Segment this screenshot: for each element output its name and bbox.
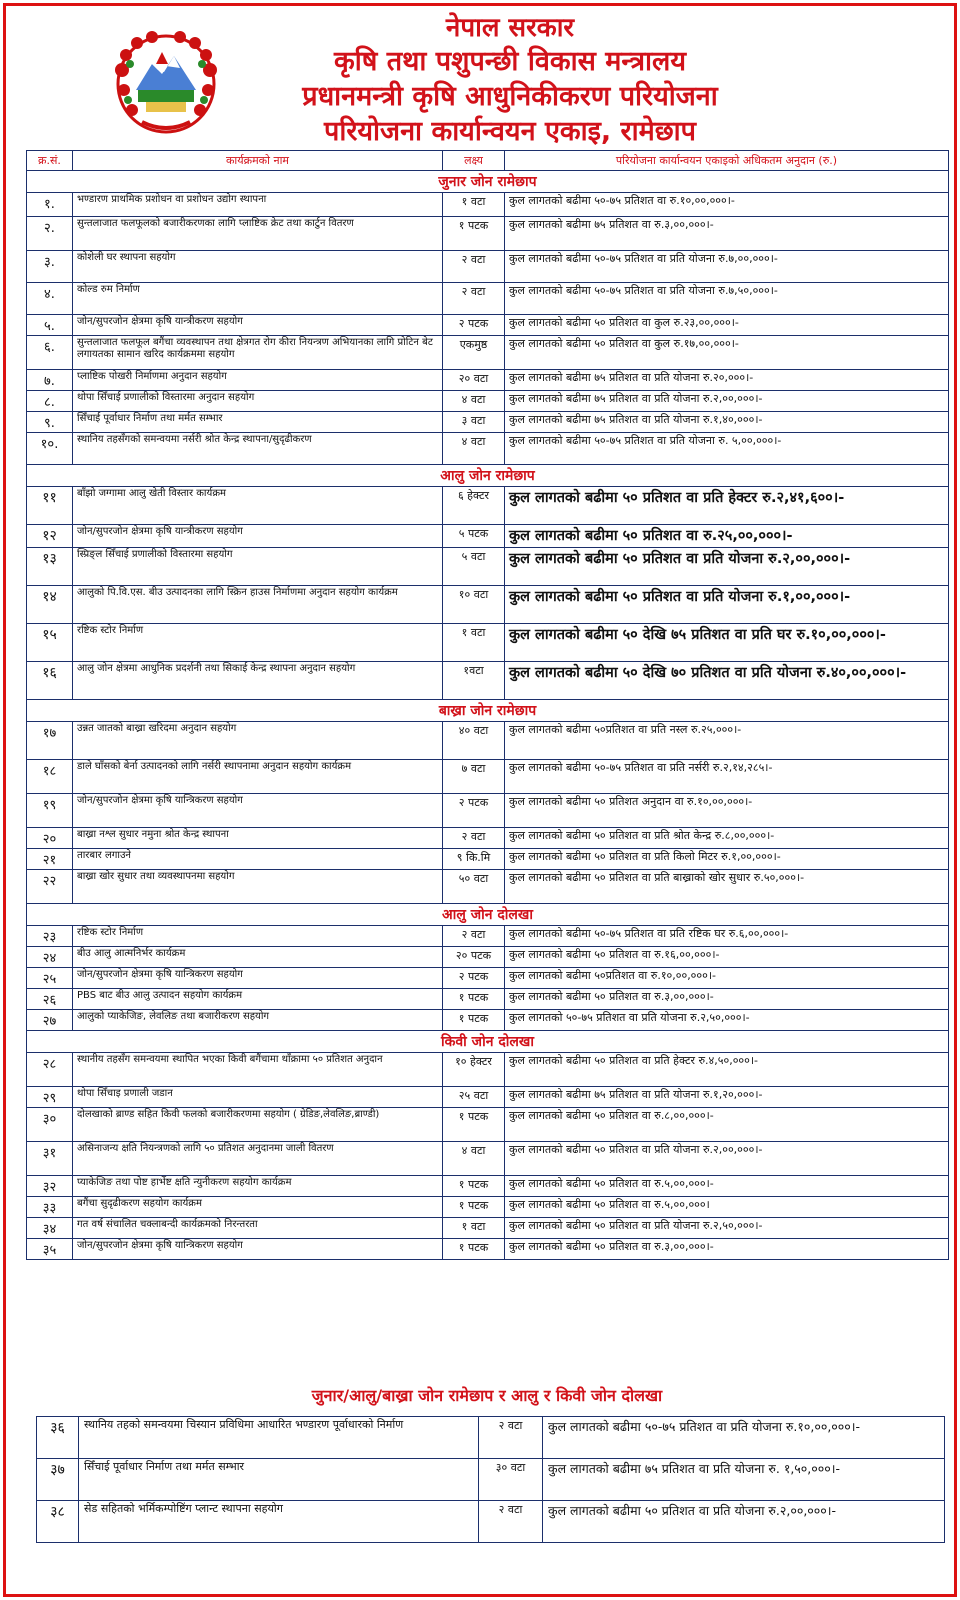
max-grant: कुल लागतको बढीमा ५० प्रतिशत वा प्रति योजना रु.२,००,०००।- xyxy=(543,1501,945,1543)
table-row xyxy=(27,586,949,624)
max-grant: कुल लागतको बढीमा ५०-७५ प्रतिशत वा प्रति रष्टिक घर रु.६,००,०००।- xyxy=(505,926,949,947)
max-grant: कुल लागतको बढीमा ५०प्रतिशत वा प्रति नस्ल रु.२५,०००।- xyxy=(505,722,949,760)
header-line-2: कृषि तथा पशुपन्छी विकास मन्त्रालय xyxy=(333,46,686,77)
program-target: ४० वटा xyxy=(443,722,505,760)
row-serial-number: १४ xyxy=(27,586,73,624)
row-serial-number: २६ xyxy=(27,989,73,1010)
column-header-grant: परियोजना कार्यान्वयन एकाइको अधिकतम अनुदान (रु.) xyxy=(505,151,949,171)
program-target: ३० वटा xyxy=(479,1459,543,1501)
row-serial-number: ३६ xyxy=(37,1417,79,1459)
program-name: बाँझो जग्गामा आलु खेती विस्तार कार्यक्रम xyxy=(73,487,443,525)
table-row xyxy=(27,283,949,315)
program-target: १वटा xyxy=(443,662,505,700)
table-row xyxy=(27,1218,949,1239)
row-serial-number: ५. xyxy=(27,315,73,336)
max-grant: कुल लागतको बढीमा ५०-७५ प्रतिशत वा प्रति योजना रु.१०,००,०००।- xyxy=(543,1417,945,1459)
zone-header-row xyxy=(27,465,949,487)
max-grant: कुल लागतको बढीमा ५० प्रतिशत वा प्रति किलो मिटर रु.१,००,०००।- xyxy=(505,849,949,870)
program-name: भण्डारण प्राथमिक प्रशोधन वा प्रशोधन उद्योग स्थापना xyxy=(73,193,443,217)
program-name: सिँचाई पूर्वाधार निर्माण तथा मर्मत सम्भार xyxy=(79,1459,479,1501)
max-grant: कुल लागतको बढीमा ५० प्रतिशत वा रु.८,००,०००।- xyxy=(505,1108,949,1142)
program-name: जोन/सुपरजोन क्षेत्रमा कृषि यान्त्रीकरण सहयोग xyxy=(73,525,443,548)
row-serial-number: २१ xyxy=(27,849,73,870)
max-grant: कुल लागतको बढीमा ५० प्रतिशत वा रु.२५,००,०००।- xyxy=(505,525,949,548)
program-name: बाख्रा खोर सुधार तथा व्यवस्थापनमा सहयोग xyxy=(73,870,443,904)
max-grant: कुल लागतको बढीमा ५० प्रतिशत वा कुल रु.२३,००,०००।- xyxy=(505,315,949,336)
max-grant: कुल लागतको बढीमा ५०-७५ प्रतिशत वा प्रति नर्सरी रु.२,१४,२८५।- xyxy=(505,760,949,794)
program-name: सिँचाई पूर्वाधार निर्माण तथा मर्मत सम्भार xyxy=(73,412,443,433)
program-name: सुन्तलाजात फलफूल बगैंचा व्यवस्थापन तथा क्षेत्रगत रोग कीरा नियन्त्रण अभियानका लागि प्रोटिन बेट लगायतका सामान खरिद कार्यक्रममा सहयोग xyxy=(73,336,443,370)
row-serial-number: १८ xyxy=(27,760,73,794)
row-serial-number: २० xyxy=(27,828,73,849)
max-grant: कुल लागतको बढीमा ५० प्रतिशत वा प्रति योजना रु.२,५०,०००।- xyxy=(505,1218,949,1239)
program-target: ४ वटा xyxy=(443,433,505,465)
program-name: स्थानीय तहसँग समन्वयमा स्थापित भएका किवी बगैंचामा थाँक्रामा ५० प्रतिशत अनुदान xyxy=(73,1053,443,1087)
program-target: २५ वटा xyxy=(443,1087,505,1108)
row-serial-number: १२ xyxy=(27,525,73,548)
table-row xyxy=(27,1142,949,1176)
column-header-row xyxy=(27,151,949,171)
program-target: ५ वटा xyxy=(443,548,505,586)
program-target: १ पटक xyxy=(443,1197,505,1218)
column-header-name: कार्यक्रमको नाम xyxy=(73,151,443,171)
max-grant: कुल लागतको बढीमा ५० प्रतिशत अनुदान वा रु.१०,००,०००।- xyxy=(505,794,949,828)
program-target: १ पटक xyxy=(443,1108,505,1142)
table-row xyxy=(27,1197,949,1218)
program-target: ९ कि.मि xyxy=(443,849,505,870)
program-target: २ पटक xyxy=(443,315,505,336)
table-row xyxy=(37,1417,945,1459)
header-line-1: नेपाल सरकार xyxy=(445,13,575,43)
zone-title: किवी जोन दोलखा xyxy=(27,1031,949,1053)
max-grant: कुल लागतको बढीमा ५० प्रतिशत वा प्रति योजना रु.२,००,०००।- xyxy=(505,548,949,586)
zone-header-row xyxy=(27,904,949,926)
max-grant: कुल लागतको बढीमा ५० प्रतिशत वा रु.३,००,०००।- xyxy=(505,1239,949,1260)
max-grant: कुल लागतको बढीमा ५० प्रतिशत वा प्रति हेक्टर रु.४,५०,०००।- xyxy=(505,1053,949,1087)
header-line-4: परियोजना कार्यान्वयन एकाइ, रामेछाप xyxy=(324,116,696,147)
max-grant: कुल लागतको बढीमा ५०-७५ प्रतिशत वा प्रति योजना रु. ५,००,०००।- xyxy=(505,433,949,465)
program-table xyxy=(26,150,949,1260)
row-serial-number: ३३ xyxy=(27,1197,73,1218)
program-name: जोन/सुपरजोन क्षेत्रमा कृषि यान्त्रीकरण सहयोग xyxy=(73,315,443,336)
max-grant: कुल लागतको बढीमा ७५ प्रतिशत वा प्रति योजना रु.२,००,०००।- xyxy=(505,391,949,412)
program-name: आलुको पि.वि.एस. बीउ उत्पादनका लागि स्क्रिन हाउस निर्माणमा अनुदान सहयोग कार्यक्रम xyxy=(73,586,443,624)
program-name: थोपा सिँचाई प्रणालीको विस्तारमा अनुदान सहयोग xyxy=(73,391,443,412)
row-serial-number: ७. xyxy=(27,370,73,391)
row-serial-number: ३७ xyxy=(37,1459,79,1501)
program-name: बाख्रा नश्ल सुधार नमुना श्रोत केन्द्र स्थापना xyxy=(73,828,443,849)
row-serial-number: ६. xyxy=(27,336,73,370)
row-serial-number: ४. xyxy=(27,283,73,315)
zone-header-row xyxy=(27,700,949,722)
program-target: ३ वटा xyxy=(443,412,505,433)
program-name: सेड सहितको भर्मिकम्पोष्टिंग प्लान्ट स्थापना सहयोग xyxy=(79,1501,479,1543)
table-row xyxy=(27,1176,949,1197)
table-row xyxy=(27,722,949,760)
program-name: स्थानिय तहको समन्वयमा चिस्यान प्रविधिमा आधारित भण्डारण पूर्वाधारको निर्माण xyxy=(79,1417,479,1459)
program-name: PBS बाट बीउ आलु उत्पादन सहयोग कार्यक्रम xyxy=(73,989,443,1010)
row-serial-number: २२ xyxy=(27,870,73,904)
table-row xyxy=(27,487,949,525)
max-grant: कुल लागतको बढीमा ५० प्रतिशत वा प्रति हेक्टर रु.२,४१,६००।- xyxy=(505,487,949,525)
row-serial-number: २४ xyxy=(27,947,73,968)
program-name: सुन्तलाजात फलफूलको बजारीकरणका लागि प्लाष्टिक क्रेट तथा कार्टुन वितरण xyxy=(73,217,443,251)
zone-title: बाख्रा जोन रामेछाप xyxy=(27,700,949,722)
table-row xyxy=(27,1239,949,1260)
zone-title: आलु जोन दोलखा xyxy=(27,904,949,926)
max-grant: कुल लागतको बढीमा ७५ प्रतिशत वा प्रति योजना रु. १,५०,०००।- xyxy=(543,1459,945,1501)
program-target: १ पटक xyxy=(443,1010,505,1031)
program-target: १ वटा xyxy=(443,1218,505,1239)
row-serial-number: २७ xyxy=(27,1010,73,1031)
program-target: ५ पटक xyxy=(443,525,505,548)
row-serial-number: ९. xyxy=(27,412,73,433)
table-row xyxy=(27,1010,949,1031)
program-target: १ पटक xyxy=(443,989,505,1010)
table-row xyxy=(27,794,949,828)
row-serial-number: ३८ xyxy=(37,1501,79,1543)
max-grant: कुल लागतको बढीमा ५० प्रतिशत वा प्रति योजना रु.१,००,०००।- xyxy=(505,586,949,624)
program-target: ४ वटा xyxy=(443,391,505,412)
zone-title: जुनार जोन रामेछाप xyxy=(27,171,949,193)
max-grant: कुल लागतको बढीमा ५० प्रतिशत वा प्रति श्रोत केन्द्र रु.८,००,०००।- xyxy=(505,828,949,849)
table-row xyxy=(27,412,949,433)
program-target: ५० वटा xyxy=(443,870,505,904)
table-row xyxy=(27,525,949,548)
program-name: आलु जोन क्षेत्रमा आधुनिक प्रदर्शनी तथा सिकाई केन्द्र स्थापना अनुदान सहयोग xyxy=(73,662,443,700)
table-row xyxy=(27,370,949,391)
row-serial-number: ८. xyxy=(27,391,73,412)
program-target: २ वटा xyxy=(443,828,505,849)
program-name: कोल्ड रुम निर्माण xyxy=(73,283,443,315)
max-grant: कुल लागतको बढीमा ५० प्रतिशत वा रु.१६,००,०००।- xyxy=(505,947,949,968)
program-name: जोन/सुपरजोन क्षेत्रमा कृषि यान्त्रिकरण सहयोग xyxy=(73,968,443,989)
max-grant: कुल लागतको बढीमा ७५ प्रतिशत वा प्रति योजना रु.२०,०००।- xyxy=(505,370,949,391)
row-serial-number: २५ xyxy=(27,968,73,989)
row-serial-number: ३५ xyxy=(27,1239,73,1260)
program-name: आलुको प्याकेजिङ, लेवलिङ तथा बजारीकरण सहयोग xyxy=(73,1010,443,1031)
table-row xyxy=(27,391,949,412)
program-name: तारबार लगाउने xyxy=(73,849,443,870)
table-row xyxy=(27,251,949,283)
program-name: जोन/सुपरजोन क्षेत्रमा कृषि यान्त्रिकरण सहयोग xyxy=(73,1239,443,1260)
table-row xyxy=(27,828,949,849)
row-serial-number: २. xyxy=(27,217,73,251)
program-target: २ पटक xyxy=(443,794,505,828)
program-target: ७ वटा xyxy=(443,760,505,794)
max-grant: कुल लागतको बढीमा ५० प्रतिशत वा कुल रु.१७,००,०००।- xyxy=(505,336,949,370)
row-serial-number: ३४ xyxy=(27,1218,73,1239)
max-grant: कुल लागतको बढीमा ७५ प्रतिशत वा प्रति योजना रु.१,४०,०००।- xyxy=(505,412,949,433)
max-grant: कुल लागतको बढीमा ५० प्रतिशत वा रु.३,००,०००।- xyxy=(505,989,949,1010)
program-name: डाले घाँसको बेर्ना उत्पादनको लागि नर्सरी स्थापनामा अनुदान सहयोग कार्यक्रम xyxy=(73,760,443,794)
combined-zone-table xyxy=(36,1416,945,1543)
government-emblem-icon xyxy=(112,30,220,138)
table-row xyxy=(27,1053,949,1087)
program-name: स्प्रिङ्ल सिँचाई प्रणालीको विस्तारमा सहयोग xyxy=(73,548,443,586)
program-name: बीउ आलु आत्मनिर्भर कार्यक्रम xyxy=(73,947,443,968)
program-target: १ वटा xyxy=(443,193,505,217)
table-row xyxy=(27,624,949,662)
program-target: २ वटा xyxy=(443,926,505,947)
table-row xyxy=(27,662,949,700)
zone-header-row xyxy=(27,1031,949,1053)
program-target: १० हेक्टर xyxy=(443,1053,505,1087)
table-row xyxy=(27,1087,949,1108)
table-row xyxy=(27,968,949,989)
row-serial-number: ३१ xyxy=(27,1142,73,1176)
table-row xyxy=(27,433,949,465)
program-target: १ पटक xyxy=(443,217,505,251)
max-grant: कुल लागतको बढीमा ५० देखि ७० प्रतिशत वा प्रति योजना रु.४०,००,०००।- xyxy=(505,662,949,700)
table-row xyxy=(27,315,949,336)
table-row xyxy=(27,870,949,904)
program-name: गत वर्ष संचालित चक्लाबन्दी कार्यक्रमको निरन्तरता xyxy=(73,1218,443,1239)
table-row xyxy=(27,926,949,947)
table-row xyxy=(27,1108,949,1142)
table-row xyxy=(27,760,949,794)
table-row xyxy=(27,989,949,1010)
max-grant: कुल लागतको बढीमा ५० देखि ७५ प्रतिशत वा प्रति घर रु.१०,००,०००।- xyxy=(505,624,949,662)
program-target: २० वटा xyxy=(443,370,505,391)
max-grant: कुल लागतको बढीमा ५० प्रतिशत वा रु.५,००,०००। xyxy=(505,1197,949,1218)
program-name: असिनाजन्य क्षति नियन्त्रणको लागि ५० प्रतिशत अनुदानमा जाली वितरण xyxy=(73,1142,443,1176)
max-grant: कुल लागतको बढीमा ५०-७५ प्रतिशत वा प्रति योजना रु.७,००,०००।- xyxy=(505,251,949,283)
row-serial-number: ११ xyxy=(27,487,73,525)
program-target: एकमुष्ठ xyxy=(443,336,505,370)
row-serial-number: १. xyxy=(27,193,73,217)
program-name: बगैंचा सुदृढीकरण सहयोग कार्यक्रम xyxy=(73,1197,443,1218)
program-name: थोपा सिँचाइ प्रणाली जडान xyxy=(73,1087,443,1108)
program-target: ६ हेक्टर xyxy=(443,487,505,525)
row-serial-number: ३० xyxy=(27,1108,73,1142)
row-serial-number: २८ xyxy=(27,1053,73,1087)
row-serial-number: १९ xyxy=(27,794,73,828)
max-grant: कुल लागतको बढीमा ५०प्रतिशत वा रु.१०,००,०००।- xyxy=(505,968,949,989)
max-grant: कुल लागतको बढीमा ७५ प्रतिशत वा प्रति योजना रु.१,२०,०००।- xyxy=(505,1087,949,1108)
program-name: दोलखाको ब्राण्ड सहित किवी फलको बजारीकरणमा सहयोग ( ग्रेडिङ,लेवलिङ,ब्राण्डी) xyxy=(73,1108,443,1142)
zone-title: आलु जोन रामेछाप xyxy=(27,465,949,487)
max-grant: कुल लागतको बढीमा ५० प्रतिशत वा प्रति बाख्राको खोर सुधार रु.५०,०००।- xyxy=(505,870,949,904)
program-name: रष्टिक स्टोर निर्माण xyxy=(73,624,443,662)
zone-header-row xyxy=(27,171,949,193)
table-row xyxy=(27,947,949,968)
header xyxy=(0,8,960,147)
max-grant: कुल लागतको बढीमा ५०-७५ प्रतिशत वा रु.१०,००,०००।- xyxy=(505,193,949,217)
table-row xyxy=(37,1501,945,1543)
row-serial-number: १५ xyxy=(27,624,73,662)
table-row xyxy=(27,193,949,217)
row-serial-number: १६ xyxy=(27,662,73,700)
program-name: कोशेली घर स्थापना सहयोग xyxy=(73,251,443,283)
program-name: रष्टिक स्टोर निर्माण xyxy=(73,926,443,947)
program-target: २० पटक xyxy=(443,947,505,968)
program-target: १ वटा xyxy=(443,624,505,662)
row-serial-number: २३ xyxy=(27,926,73,947)
max-grant: कुल लागतको बढीमा ५० प्रतिशत वा प्रति योजना रु.२,००,०००।- xyxy=(505,1142,949,1176)
program-target: २ वटा xyxy=(443,251,505,283)
row-serial-number: १३ xyxy=(27,548,73,586)
program-target: २ पटक xyxy=(443,968,505,989)
program-name: प्याकेजिङ तथा पोष्ट हार्भेष्ट क्षति न्युनीकरण सहयोग कार्यक्रम xyxy=(73,1176,443,1197)
row-serial-number: ३२ xyxy=(27,1176,73,1197)
table-row xyxy=(27,336,949,370)
table-row xyxy=(27,217,949,251)
header-line-3: प्रधानमन्त्री कृषि आधुनिकीकरण परियोजना xyxy=(302,81,718,112)
program-name: स्थानिय तहसँगको समन्वयमा नर्सरी श्रोत केन्द्र स्थापना/सुदृढीकरण xyxy=(73,433,443,465)
table-row xyxy=(27,548,949,586)
row-serial-number: ३. xyxy=(27,251,73,283)
table-row xyxy=(27,849,949,870)
program-target: १ पटक xyxy=(443,1176,505,1197)
program-target: २ वटा xyxy=(479,1501,543,1543)
program-target: १ पटक xyxy=(443,1239,505,1260)
program-target: २ वटा xyxy=(443,283,505,315)
column-header-target: लक्ष्य xyxy=(443,151,505,171)
max-grant: कुल लागतको ५०-७५ प्रतिशत वा प्रति योजना रु.२,५०,०००।- xyxy=(505,1010,949,1031)
max-grant: कुल लागतको बढीमा ७५ प्रतिशत वा रु.३,००,०००।- xyxy=(505,217,949,251)
column-header-sn: क्र.सं. xyxy=(27,151,73,171)
program-name: उन्नत जातको बाख्रा खरिदमा अनुदान सहयोग xyxy=(73,722,443,760)
program-target: १० वटा xyxy=(443,586,505,624)
row-serial-number: १०. xyxy=(27,433,73,465)
program-target: २ वटा xyxy=(479,1417,543,1459)
program-target: ४ वटा xyxy=(443,1142,505,1176)
max-grant: कुल लागतको बढीमा ५०-७५ प्रतिशत वा प्रति योजना रु.७,५०,०००।- xyxy=(505,283,949,315)
row-serial-number: १७ xyxy=(27,722,73,760)
max-grant: कुल लागतको बढीमा ५० प्रतिशत वा रु.५,००,०००।- xyxy=(505,1176,949,1197)
program-name: जोन/सुपरजोन क्षेत्रमा कृषि यान्त्रिकरण सहयोग xyxy=(73,794,443,828)
combined-zone-title: जुनार/आलु/बाख्रा जोन रामेछाप र आलु र किवी जोन दोलखा xyxy=(311,1386,663,1405)
row-serial-number: २९ xyxy=(27,1087,73,1108)
program-name: प्लाष्टिक पोखरी निर्माणमा अनुदान सहयोग xyxy=(73,370,443,391)
table-row xyxy=(37,1459,945,1501)
